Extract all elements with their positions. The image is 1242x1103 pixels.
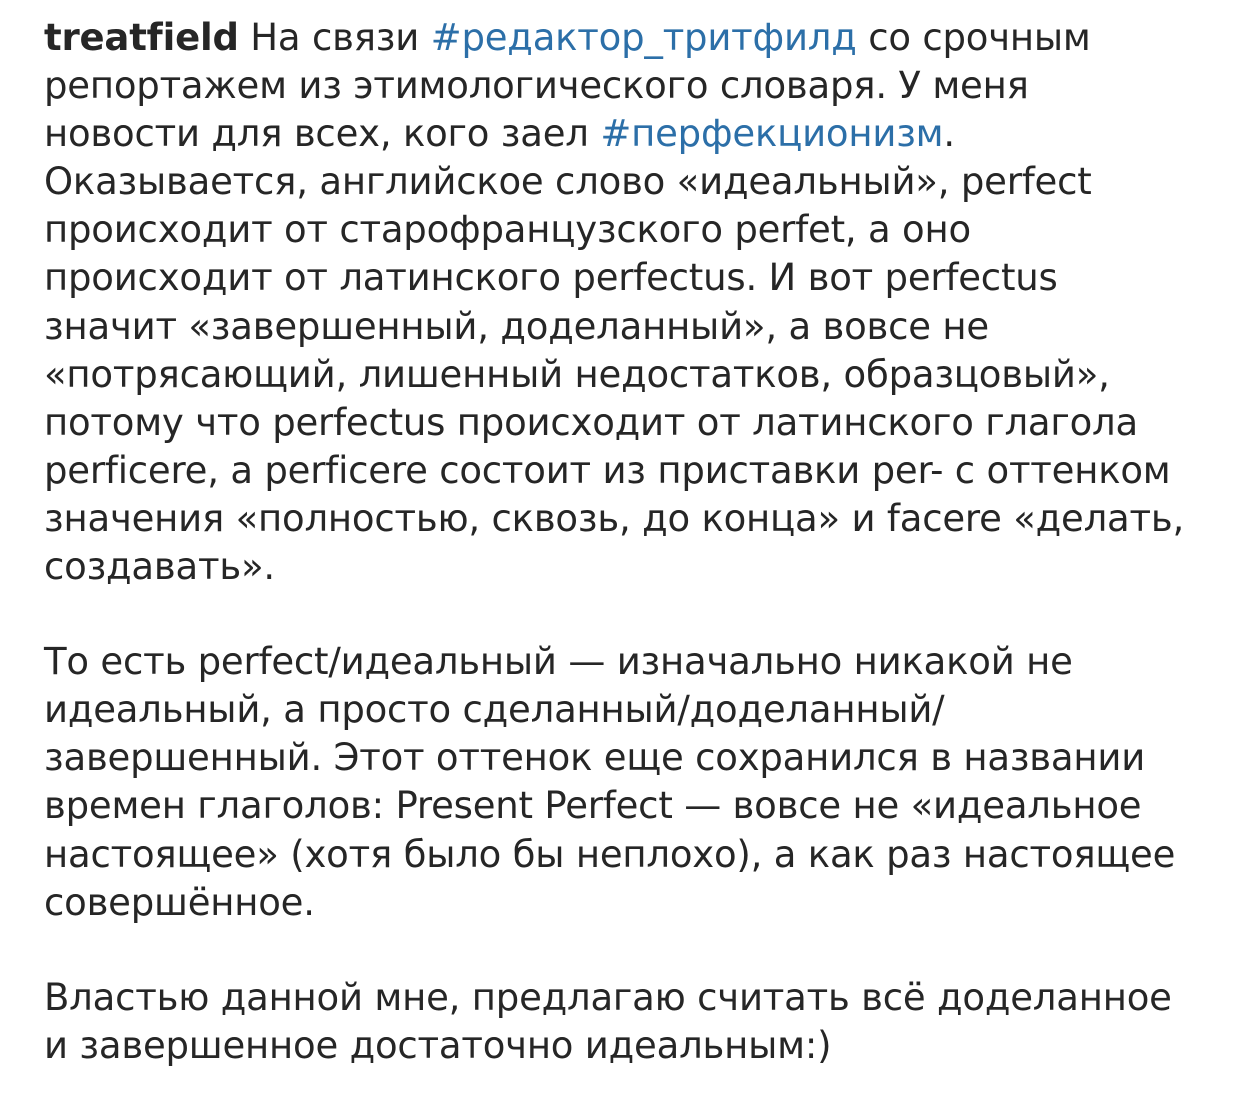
paragraph-spacer (44, 927, 1186, 974)
hashtag-link[interactable]: #перфекционизм (600, 112, 944, 156)
caption-paragraph (44, 14, 1186, 591)
caption-paragraph (44, 638, 1186, 927)
caption-text-run: . Оказывается, английское слово «идеальный», perfect происходит от старофранцузского perfet, а оно происходит от латинского perfectus. И вот perfectus значит «завершенный, доделанный», а вовсе не «потрясающий, лишенный недостатков, образцовый», потому что perfectus происходит от латинского глагола perficere, а perficere состоит из приставки per- с оттенком значения «полностью, сквозь, до конца» и facere «делать, создавать». (44, 112, 1185, 589)
caption-paragraph (44, 974, 1186, 1070)
caption-text-run: со срочным репортажем из этимологического словаря. У меня новости для всех, кого заел (44, 16, 1091, 156)
post-caption-text (44, 14, 1186, 1070)
author-username[interactable]: treatfield (44, 16, 239, 59)
hashtag-link[interactable]: #редактор_тритфилд (430, 16, 857, 59)
caption-text-run: На связи (250, 16, 431, 59)
paragraph-spacer (44, 591, 1186, 638)
caption-text-run: Властью данной мне, предлагаю считать всё доделанное и завершенное достаточно идеальным:) (44, 975, 1172, 1067)
caption-text-run: То есть perfect/идеальный — изначально никакой не идеальный, а просто сделанный/доделанный/завершенный. Этот оттенок еще сохранился в названии времен глаголов: Present Perfect — вовсе не «идеальное настоящее» (хотя было бы неплохо), а как раз настоящее совершённое. (44, 640, 1176, 924)
